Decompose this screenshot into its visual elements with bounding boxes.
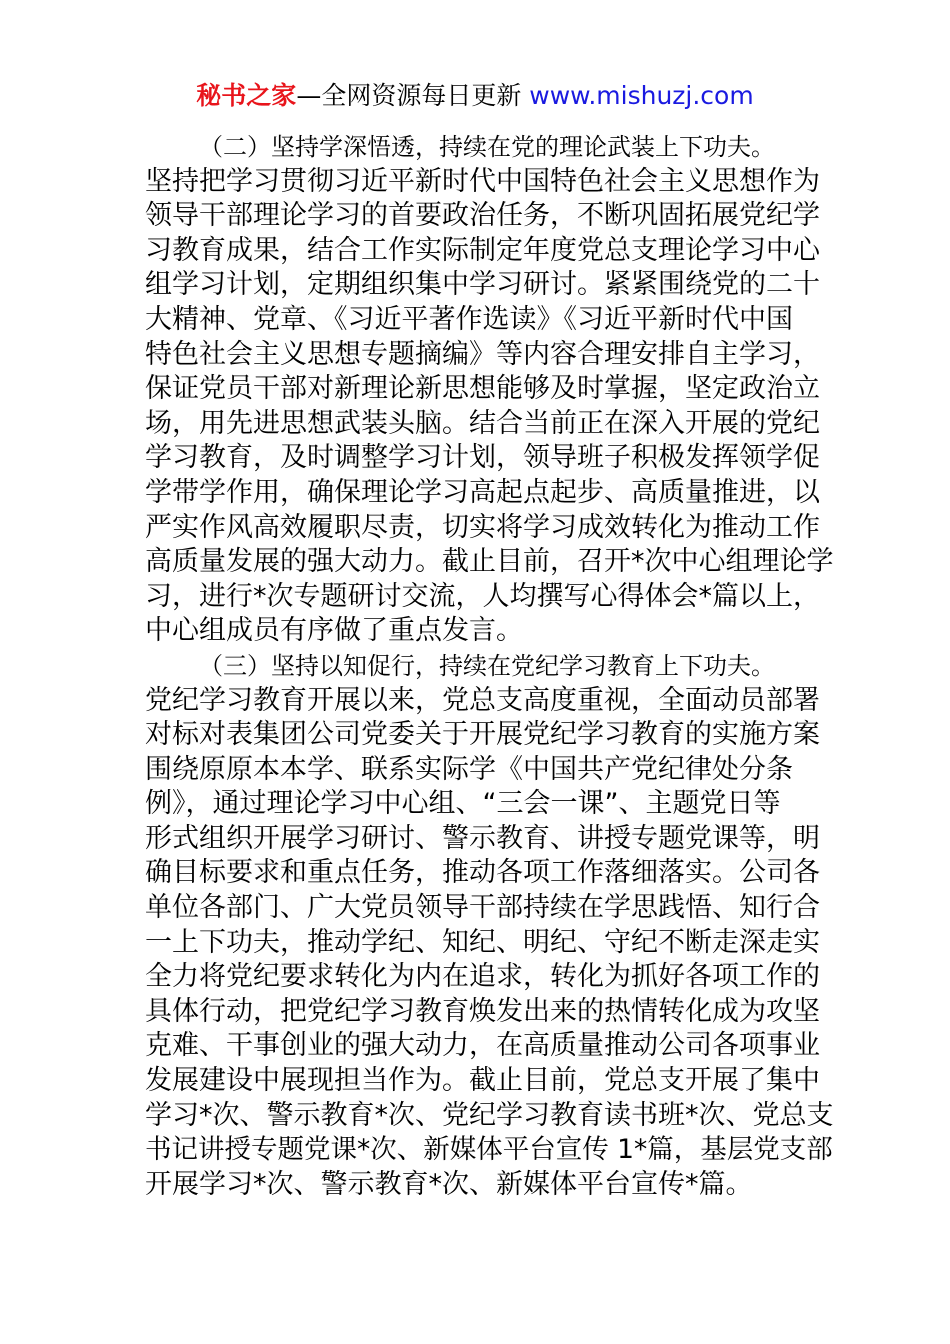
text-line: 学带学作用，确保理论学习高起点起步、高质量推进，以: [145, 476, 820, 508]
text-line: 克难、干事创业的强大动力，在高质量推动公司各项事业: [145, 1030, 820, 1062]
text-line: 书记讲授专题党课*次、新媒体平台宣传 1*篇，基层党支部: [145, 1134, 833, 1166]
paragraph-heading: （三）坚持以知促行，持续在党纪学习教育上下功夫。: [199, 651, 775, 680]
text-line: 例》，通过理论学习中心组、“三会一课”、主题党日等: [145, 788, 781, 820]
text-line: 形式组织开展学习研讨、警示教育、讲授专题党课等，明: [145, 822, 820, 854]
site-brand: 秘书之家: [196, 81, 297, 110]
paragraph-2: [145, 130, 835, 649]
text-line: 严实作风高效履职尽责，切实将学习成效转化为推动工作: [145, 511, 820, 543]
paragraph-heading: （二）坚持学深悟透，持续在党的理论武装上下功夫。: [199, 133, 775, 161]
text-line: 高质量发展的强大动力。截止目前，召开*次中心组理论学: [145, 546, 834, 578]
text-line: 围绕原原本本学、联系实际学《中国共产党纪律处分条: [145, 753, 793, 785]
paragraph-3: [145, 649, 835, 1203]
text-line: 大精神、党章、《习近平著作选读》《习近平新时代中国: [145, 303, 793, 335]
text-line: 领导干部理论学习的首要政治任务，不断巩固拓展党纪学: [145, 200, 820, 232]
text-line: 具体行动，把党纪学习教育焕发出来的热情转化成为攻坚: [145, 995, 820, 1027]
site-header: [0, 78, 950, 114]
text-line: 保证党员干部对新理论新思想能够及时掌握，坚定政治立: [145, 373, 820, 405]
text-line: 学习*次、警示教育*次、党纪学习教育读书班*次、党总支: [145, 1099, 834, 1131]
text-line: 对标对表集团公司党委关于开展党纪学习教育的实施方案: [145, 719, 820, 751]
document-body: [145, 130, 835, 1202]
text-line: 全力将党纪要求转化为内在追求，转化为抓好各项工作的: [145, 961, 820, 993]
text-line: 中心组成员有序做了重点发言。: [145, 615, 523, 647]
text-line: 单位各部门、广大党员领导干部持续在学思践悟、知行合: [145, 892, 820, 924]
text-line: 习，进行*次专题研讨交流，人均撰写心得体会*篇以上，: [145, 580, 820, 612]
site-slogan: —全网资源每日更新: [296, 81, 522, 110]
text-line: 坚持把学习贯彻习近平新时代中国特色社会主义思想作为: [145, 165, 820, 197]
text-line: 特色社会主义思想专题摘编》等内容合理安排自主学习，: [145, 338, 820, 370]
text-line: 确目标要求和重点任务，推动各项工作落细落实。公司各: [145, 857, 820, 889]
site-url-link[interactable]: www.mishuzj.com: [529, 81, 754, 110]
text-line: 场，用先进思想武装头脑。结合当前正在深入开展的党纪: [145, 407, 820, 439]
text-line: 党纪学习教育开展以来，党总支高度重视，全面动员部署: [145, 684, 820, 716]
text-line: 习教育成果，结合工作实际制定年度党总支理论学习中心: [145, 234, 820, 266]
text-line: 开展学习*次、警示教育*次、新媒体平台宣传*篇。: [145, 1168, 753, 1200]
text-line: 学习教育，及时调整学习计划，领导班子积极发挥领学促: [145, 442, 820, 474]
text-line: 发展建设中展现担当作为。截止目前，党总支开展了集中: [145, 1065, 820, 1097]
text-line: 一上下功夫，推动学纪、知纪、明纪、守纪不断走深走实: [145, 926, 820, 958]
text-line: 组学习计划，定期组织集中学习研讨。紧紧围绕党的二十: [145, 269, 820, 301]
